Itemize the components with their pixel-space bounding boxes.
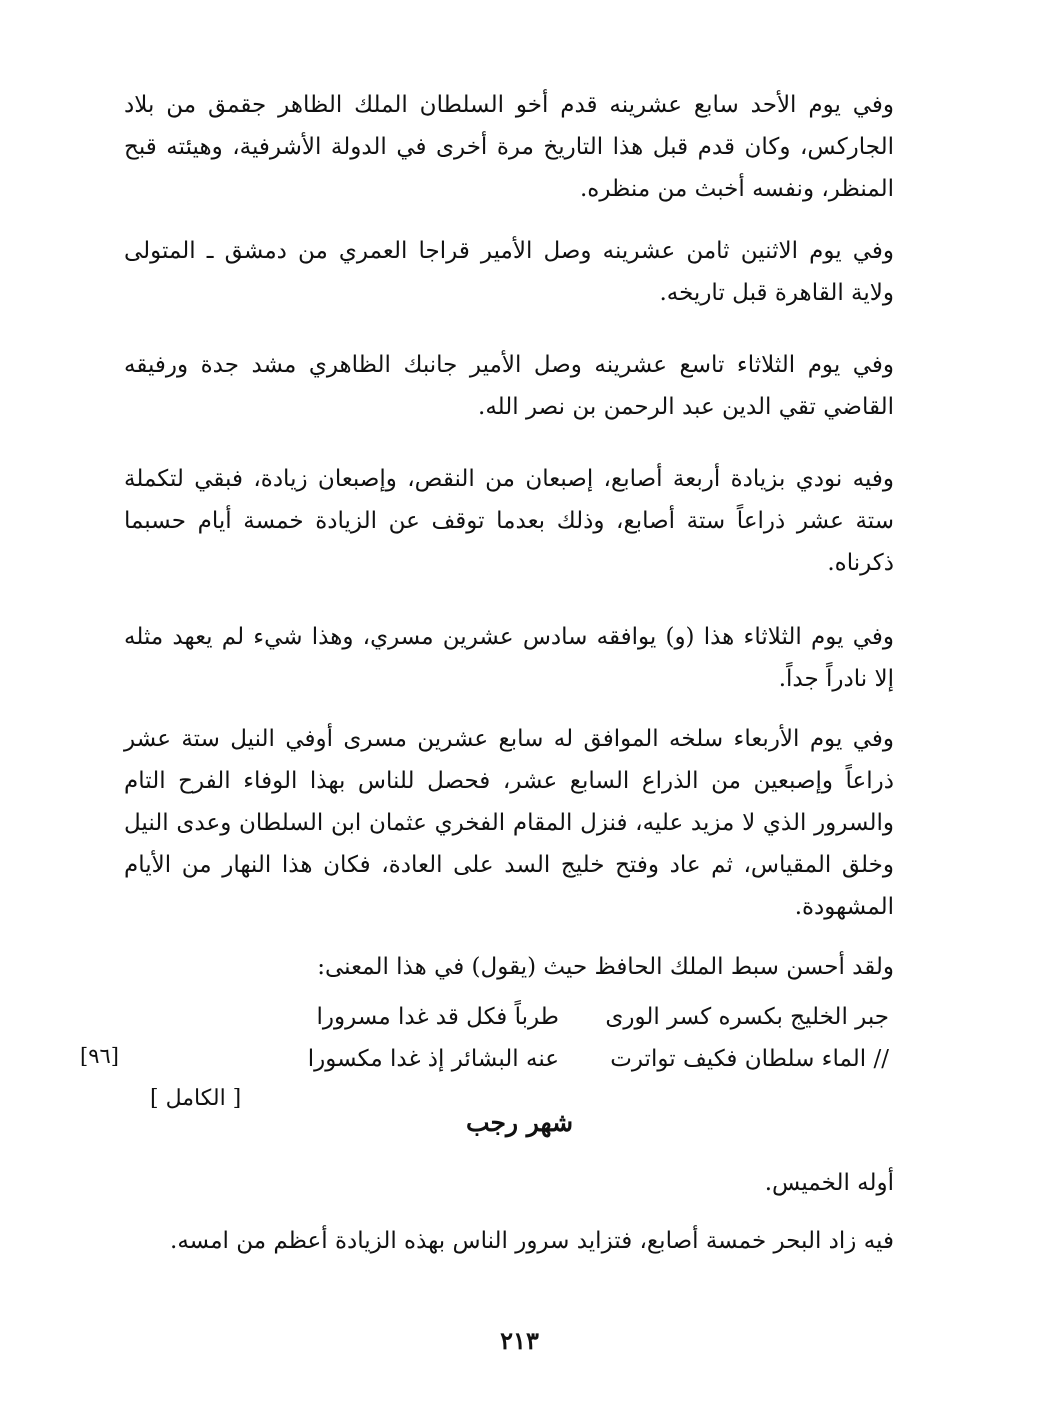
paragraph-poem-intro: ولقد أحسن سبط الملك الحافظ حيث (يقول) في هذا المعنى: xyxy=(317,954,894,980)
paragraph-tuesday: وفي يوم الثلاثاء تاسع عشرينه وصل الأمير جانبك الظاهري مشد جدة ورفيقه القاضي تقي الدين عبد الرحمن بن نصر الله. xyxy=(124,352,894,420)
poem-meter-label: [ الكامل ] xyxy=(150,1086,242,1111)
paragraph-sunday: وفي يوم الأحد سابع عشرينه قدم أخو السلطان الملك الظاهر جقمق من بلاد الجاركس، وكان قدم قبل هذا التاريخ مرة أخرى في الدولة الأشرفية، وهيئته قبح المنظر، ونفسه أخبث من منظره. xyxy=(124,92,894,202)
poem-hemistich-second: عنه البشائر إذ غدا مكسورا xyxy=(307,1046,559,1072)
paragraph-tuesday-note: وفي يوم الثلاثاء هذا (و) يوافقه سادس عشرين مسري، وهذا شيء لم يعهد مثله إلا نادراً جداً. xyxy=(124,624,894,692)
paragraph-first-day: أوله الخميس. xyxy=(764,1170,894,1196)
poem-line-2 xyxy=(259,1042,889,1076)
poem-hemistich-second: طرباً فكل قد غدا مسرورا xyxy=(316,1004,559,1030)
poem-hemistich-first: // الماء سلطان فكيف تواترت xyxy=(610,1046,889,1072)
poem-hemistich-first: جبر الخليج بكسره كسر الورى xyxy=(605,1004,889,1030)
page-number: ٢١٣ xyxy=(500,1326,539,1355)
section-heading: شهر رجب xyxy=(465,1108,574,1137)
manuscript-page-reference: [٩٦] xyxy=(80,1044,119,1068)
paragraph-sea-increase: فيه زاد البحر خمسة أصابع، فتزايد سرور الناس بهذه الزيادة أعظم من امسه. xyxy=(170,1228,894,1254)
paragraph-nile-increase: وفيه نودي بزيادة أربعة أصابع، إصبعان من النقص، وإصبعان زيادة، فبقي لتكملة ستة عشر ذراعاً ستة أصابع، وذلك بعدما توقف عن الزيادة خمسة أيام حسبما ذكرناه. xyxy=(124,466,894,576)
paragraph-monday: وفي يوم الاثنين ثامن عشرينه وصل الأمير قراجا العمري من دمشق ـ المتولى ولاية القاهرة قبل تاريخه. xyxy=(124,238,894,306)
poem-line-1 xyxy=(259,1000,889,1034)
paragraph-wednesday-flood: وفي يوم الأربعاء سلخه الموافق له سابع عشرين مسرى أوفي النيل ستة عشر ذراعاً وإصبعين من الذراع السابع عشر، فحصل للناس بهذا الوفاء الفرح التام والسرور الذي لا مزيد عليه، فنزل المقام الفخري عثمان ابن السلطان وعدى النيل وخلق المقياس، ثم عاد وفتح خليج السد على العادة، فكان هذا النهار من الأيام المشهودة. xyxy=(124,726,894,920)
